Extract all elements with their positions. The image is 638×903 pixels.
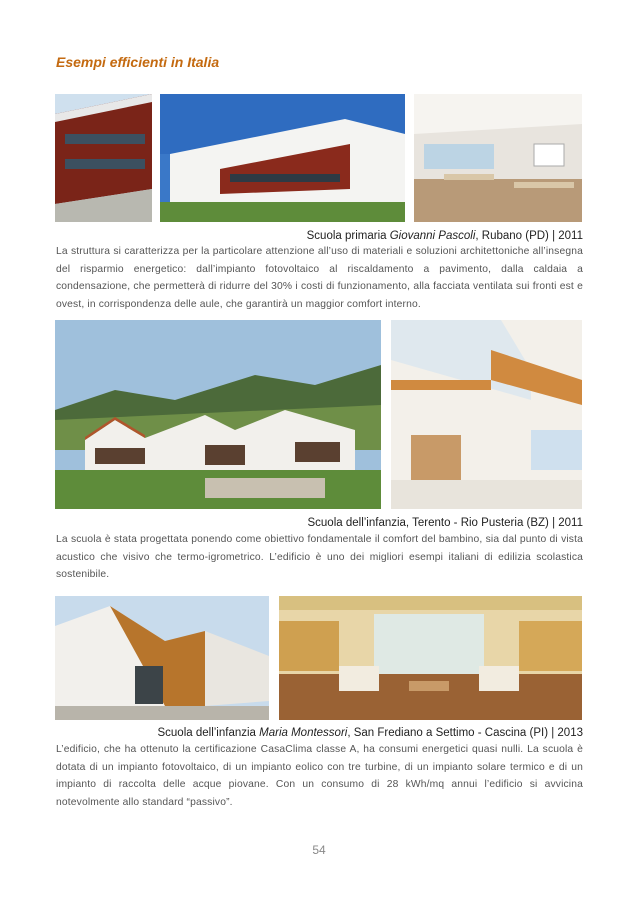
photo-school-exterior-white bbox=[160, 94, 405, 222]
caption-example-2: Scuola dell’infanzia, Terento - Rio Pusteria (BZ) | 2011 bbox=[307, 517, 583, 529]
caption-example-1: Scuola primaria Giovanni Pascoli, Rubano (PD) | 2011 bbox=[306, 230, 583, 242]
photo-kindergarten-mountains bbox=[55, 320, 381, 509]
photo-montessori-exterior bbox=[55, 596, 269, 720]
description-example-2: La scuola è stata progettata ponendo come obiettivo fondamentale il comfort del bambino, sia dal punto di vista acustico che visivo che termo-igrometrico. L’edificio è uno dei migliori esempi italiani di edilizia scolastica sostenibile. bbox=[56, 534, 583, 580]
photo-school-exterior-red-facade bbox=[55, 94, 152, 222]
photo-classroom-interior bbox=[414, 94, 582, 222]
photo-kindergarten-interior bbox=[391, 320, 582, 509]
page-number: 54 bbox=[312, 843, 326, 857]
description-example-1: La struttura si caratterizza per la particolare attenzione all’uso di materiali e soluzioni architettoniche all’insegna del risparmio energetico: dall’impianto fotovoltaico al riscaldamento a pavimento, dalla caldaia a condensazione, che permetterà di ridurre del 30% i costi di funzionamento, alla facciata ventilata sui fronti est e ovest, in corrispondenza delle aule, che garantirà un maggior comfort interno. bbox=[56, 246, 583, 310]
description-example-3: L’edificio, che ha ottenuto la certificazione CasaClima classe A, ha consumi energetici quasi nulli. La scuola è dotata di un impianto fotovoltaico, di un impianto eolico con tre turbine, di un impianto solare termico e di un impianto di raccolta delle acque piovane. Con un consumo di 28 kWh/mq annui l’edificio si avvicina notevolmente allo standard “passivo”. bbox=[56, 744, 583, 808]
caption-example-3: Scuola dell’infanzia Maria Montessori, San Frediano a Settimo - Cascina (PI) | 2013 bbox=[157, 727, 583, 739]
photo-montessori-interior bbox=[279, 596, 582, 720]
section-title: Esempi efficienti in Italia bbox=[56, 54, 220, 70]
